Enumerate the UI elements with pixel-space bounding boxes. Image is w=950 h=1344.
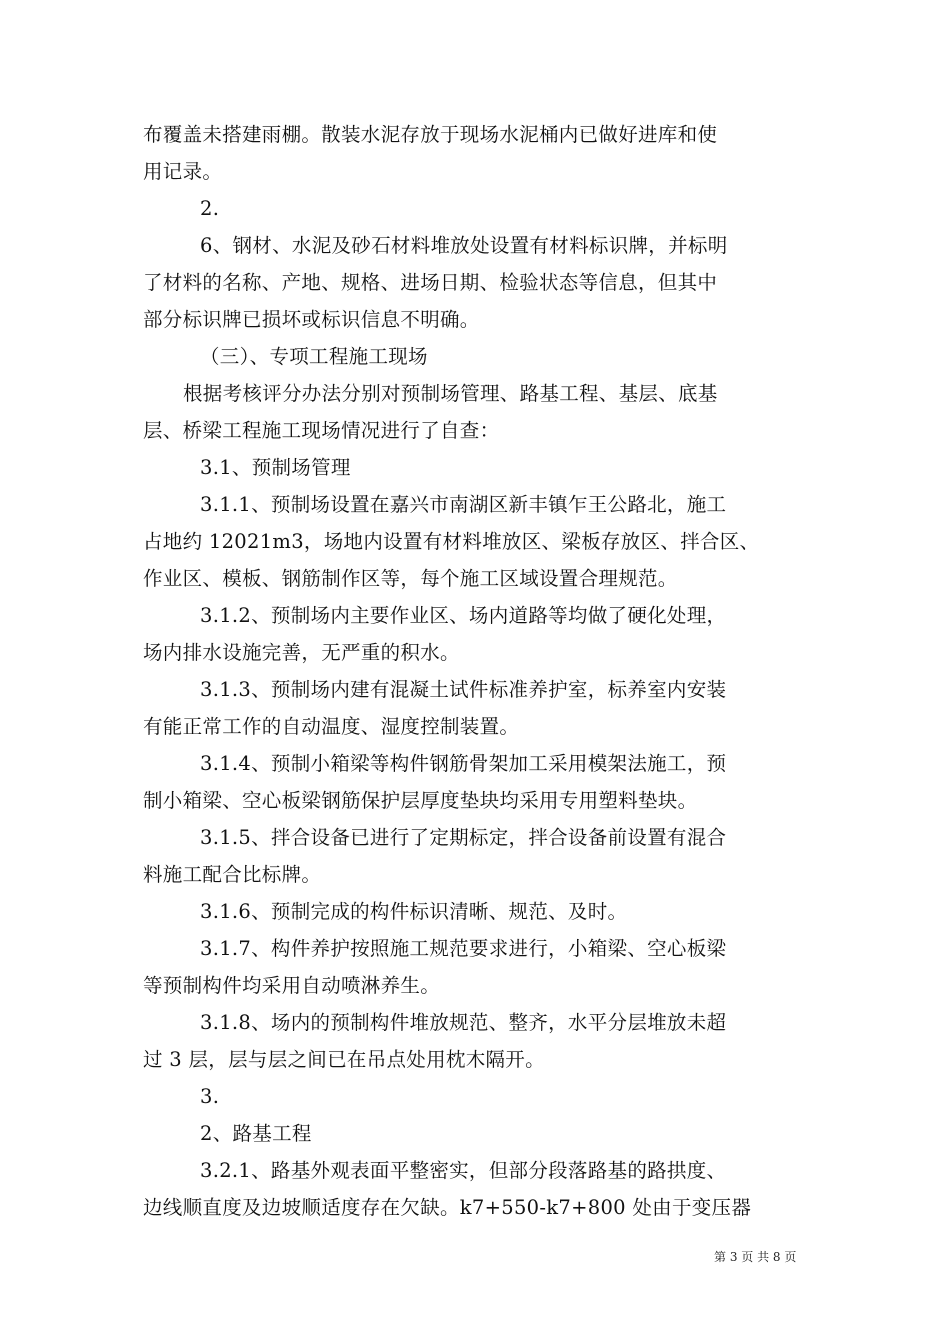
page-number: 第 3 页 共 8 页 <box>714 1250 797 1264</box>
text-line: 3.1.5、拌合设备已进行了定期标定，拌合设备前设置有混合 <box>200 826 727 849</box>
text-line: 等预制构件均采用自动喷淋养生。 <box>143 974 441 997</box>
text-line: 3.2.1、路基外观表面平整密实，但部分段落路基的路拱度、 <box>200 1159 727 1182</box>
text-line: 有能正常工作的自动温度、湿度控制装置。 <box>143 715 520 738</box>
text-line: 作业区、模板、钢筋制作区等，每个施工区域设置合理规范。 <box>143 567 678 590</box>
text-line: 3.1.7、构件养护按照施工规范要求进行，小箱梁、空心板梁 <box>200 937 727 960</box>
text-line: 边线顺直度及边坡顺适度存在欠缺。k7+550-k7+800 处由于变压器 <box>143 1196 752 1219</box>
text-line: 3.1.8、场内的预制构件堆放规范、整齐，水平分层堆放未超 <box>200 1011 727 1034</box>
text-line: 3.1.6、预制完成的构件标识清晰、规范、及时。 <box>200 900 628 923</box>
section-heading: （三）、专项工程施工现场 <box>200 345 428 368</box>
text-line: 根据考核评分办法分别对预制场管理、路基工程、基层、底基 <box>183 382 718 405</box>
text-line: 6、钢材、水泥及砂石材料堆放处设置有材料标识牌，并标明 <box>200 234 728 257</box>
text-line: 部分标识牌已损坏或标识信息不明确。 <box>143 308 480 331</box>
text-line: 2. <box>200 197 220 220</box>
text-line: 3. <box>200 1085 220 1108</box>
text-line: 层、桥梁工程施工现场情况进行了自查： <box>143 419 500 442</box>
text-line: 3.1.4、预制小箱梁等构件钢筋骨架加工采用模架法施工，预 <box>200 752 727 775</box>
text-line: 了材料的名称、产地、规格、进场日期、检验状态等信息，但其中 <box>143 271 718 294</box>
subsection-heading: 2、路基工程 <box>200 1122 312 1145</box>
text-line: 3.1.3、预制场内建有混凝土试件标准养护室，标养室内安装 <box>200 678 727 701</box>
text-line: 3.1.1、预制场设置在嘉兴市南湖区新丰镇乍王公路北，施工 <box>200 493 727 516</box>
text-line: 料施工配合比标牌。 <box>143 863 322 886</box>
subsection-heading: 3.1、预制场管理 <box>200 456 351 479</box>
text-line: 制小箱梁、空心板梁钢筋保护层厚度垫块均采用专用塑料垫块。 <box>143 789 698 812</box>
text-line: 场内排水设施完善，无严重的积水。 <box>143 641 460 664</box>
text-line: 用记录。 <box>143 160 223 183</box>
text-line: 布覆盖未搭建雨棚。散装水泥存放于现场水泥桶内已做好进库和使 <box>143 123 718 146</box>
text-line: 占地约 12021m3，场地内设置有材料堆放区、梁板存放区、拌合区、 <box>143 530 760 553</box>
text-line: 3.1.2、预制场内主要作业区、场内道路等均做了硬化处理， <box>200 604 727 627</box>
text-line: 过 3 层，层与层之间已在吊点处用枕木隔开。 <box>143 1048 545 1071</box>
